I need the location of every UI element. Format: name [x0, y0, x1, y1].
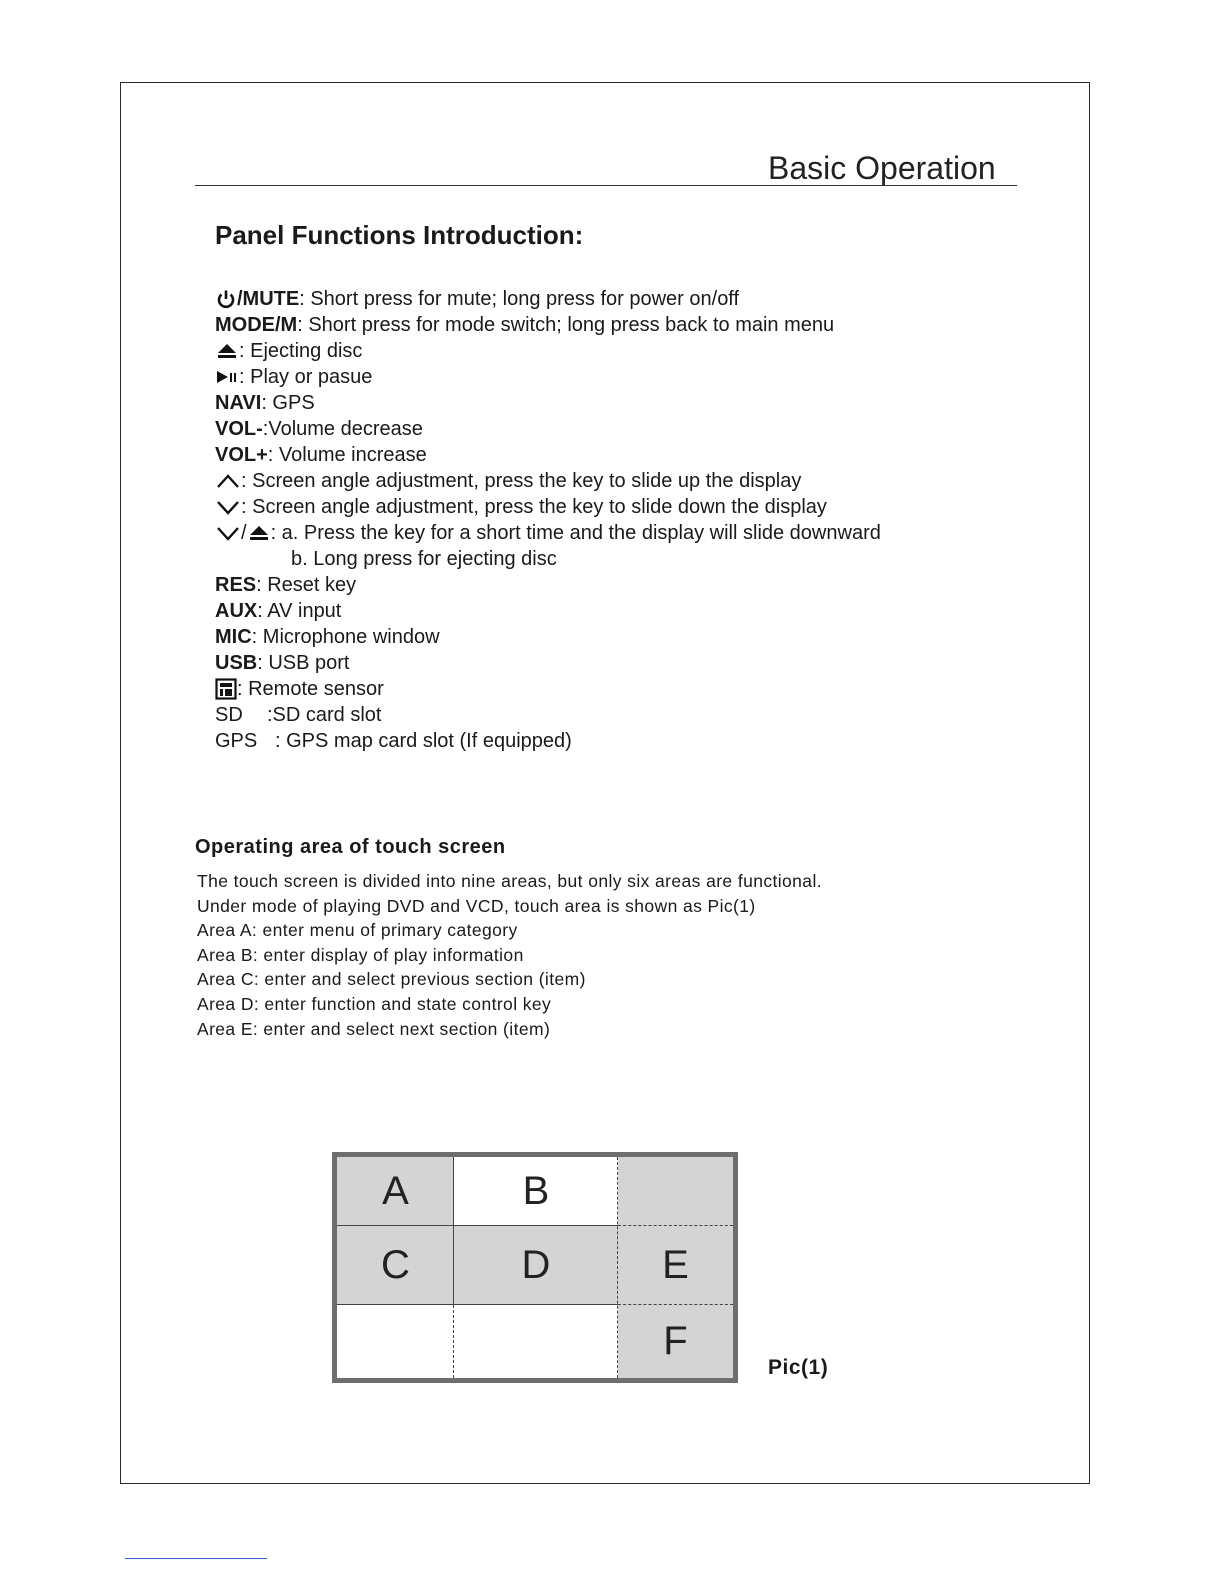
- grid-line: [618, 1225, 733, 1226]
- usb-key-label: USB: [215, 652, 258, 674]
- gps-key-label: GPS: [215, 730, 258, 752]
- grid-line: [618, 1304, 733, 1305]
- list-item: [215, 702, 1015, 728]
- list-item: [215, 598, 1015, 624]
- res-key-label: RES: [215, 574, 257, 596]
- list-item: [215, 416, 1015, 442]
- area-bottom-middle: [454, 1305, 618, 1378]
- list-item: [215, 338, 1015, 364]
- touch-area-description: [197, 869, 957, 1041]
- grid-line: [337, 1304, 618, 1305]
- mute-key-label: /MUTE: [237, 288, 300, 310]
- diagram-caption: Pic(1): [768, 1356, 829, 1379]
- panel-function-list: [215, 286, 1015, 754]
- play-pause-desc: : Play or pasue: [239, 366, 373, 388]
- chevron-up-icon: [215, 472, 241, 490]
- gps-key-desc: : GPS map card slot (If equipped): [275, 730, 572, 752]
- remote-sensor-desc: : Remote sensor: [237, 678, 384, 700]
- list-item: [215, 624, 1015, 650]
- panel-functions-title: Panel Functions Introduction:: [215, 220, 584, 250]
- slide-up-desc: : Screen angle adjustment, press the key to slide up the display: [241, 470, 802, 492]
- list-item: [215, 286, 1015, 312]
- list-item: [215, 546, 1015, 572]
- vol-minus-key-label: VOL-: [215, 418, 263, 440]
- res-key-desc: : Reset key: [256, 574, 357, 596]
- area-top-right: [618, 1157, 733, 1226]
- grid-line: [337, 1225, 618, 1226]
- separator-slash: /: [241, 522, 247, 544]
- eject-desc: : Ejecting disc: [239, 340, 363, 362]
- sd-key-desc: :SD card slot: [267, 704, 382, 726]
- list-item: [215, 520, 1015, 546]
- area-d: D: [454, 1226, 618, 1305]
- touch-area-title: Operating area of touch screen: [195, 836, 506, 858]
- navi-key-desc: : GPS: [261, 392, 315, 414]
- list-item: [215, 650, 1015, 676]
- usb-key-desc: : USB port: [257, 652, 350, 674]
- remote-sensor-icon: [215, 678, 237, 700]
- chevron-down-icon: [215, 498, 241, 516]
- sd-key-label: SD: [215, 704, 243, 726]
- play-pause-icon: [215, 368, 239, 386]
- list-item: [215, 676, 1015, 702]
- list-item: [215, 390, 1015, 416]
- list-item: [215, 494, 1015, 520]
- area-f: F: [618, 1305, 733, 1378]
- page-header-title: Basic Operation: [768, 150, 996, 186]
- vol-minus-desc: :Volume decrease: [262, 418, 423, 440]
- aux-key-desc: : AV input: [257, 600, 342, 622]
- mode-key-desc: : Short press for mode switch; long press back to main menu: [297, 314, 835, 336]
- area-a: A: [337, 1157, 454, 1226]
- footer-underline: [125, 1558, 267, 1559]
- list-item: Area C: enter and select previous section (item): [197, 969, 586, 990]
- area-c: C: [337, 1226, 454, 1305]
- aux-key-label: AUX: [215, 600, 258, 622]
- list-item: [215, 728, 1015, 754]
- down-eject-desc: : a. Press the key for a short time and the display will slide downward: [270, 522, 881, 544]
- chevron-down-icon: [215, 524, 241, 542]
- power-icon: [215, 288, 237, 310]
- mic-key-desc: : Microphone window: [251, 626, 440, 648]
- grid-line: [617, 1157, 618, 1378]
- area-b: B: [522, 1169, 550, 1213]
- navi-key-label: NAVI: [215, 392, 262, 414]
- mic-key-label: MIC: [215, 626, 252, 648]
- list-item: [215, 572, 1015, 598]
- vol-plus-key-label: VOL+: [215, 444, 268, 466]
- list-item: [215, 468, 1015, 494]
- mode-key-label: MODE/M: [215, 314, 298, 336]
- grid-line: [453, 1305, 454, 1378]
- vol-plus-desc: : Volume increase: [267, 444, 427, 466]
- list-item: The touch screen is divided into nine areas, but only six areas are functional.: [197, 871, 822, 891]
- list-item: Area D: enter function and state control key: [197, 993, 552, 1014]
- touch-area-diagram: [332, 1152, 738, 1383]
- eject-icon: [247, 523, 271, 543]
- list-item: Area B: enter display of play information: [197, 944, 524, 965]
- list-item: Area A: enter menu of primary category: [197, 920, 518, 941]
- list-item: Area E: enter and select next section (item): [197, 1018, 551, 1039]
- slide-down-desc: : Screen angle adjustment, press the key to slide down the display: [241, 496, 827, 518]
- list-item: [215, 312, 1015, 338]
- mute-key-desc: : Short press for mute; long press for power on/off: [299, 288, 740, 310]
- area-e: E: [618, 1226, 733, 1305]
- header-rule: [195, 185, 1017, 186]
- eject-icon: [215, 341, 239, 361]
- down-eject-desc-b: b. Long press for ejecting disc: [291, 548, 557, 570]
- list-item: [215, 364, 1015, 390]
- list-item: [215, 442, 1015, 468]
- list-item: Under mode of playing DVD and VCD, touch area is shown as Pic(1): [197, 895, 756, 916]
- area-bottom-left: [337, 1305, 454, 1378]
- grid-line: [453, 1157, 454, 1305]
